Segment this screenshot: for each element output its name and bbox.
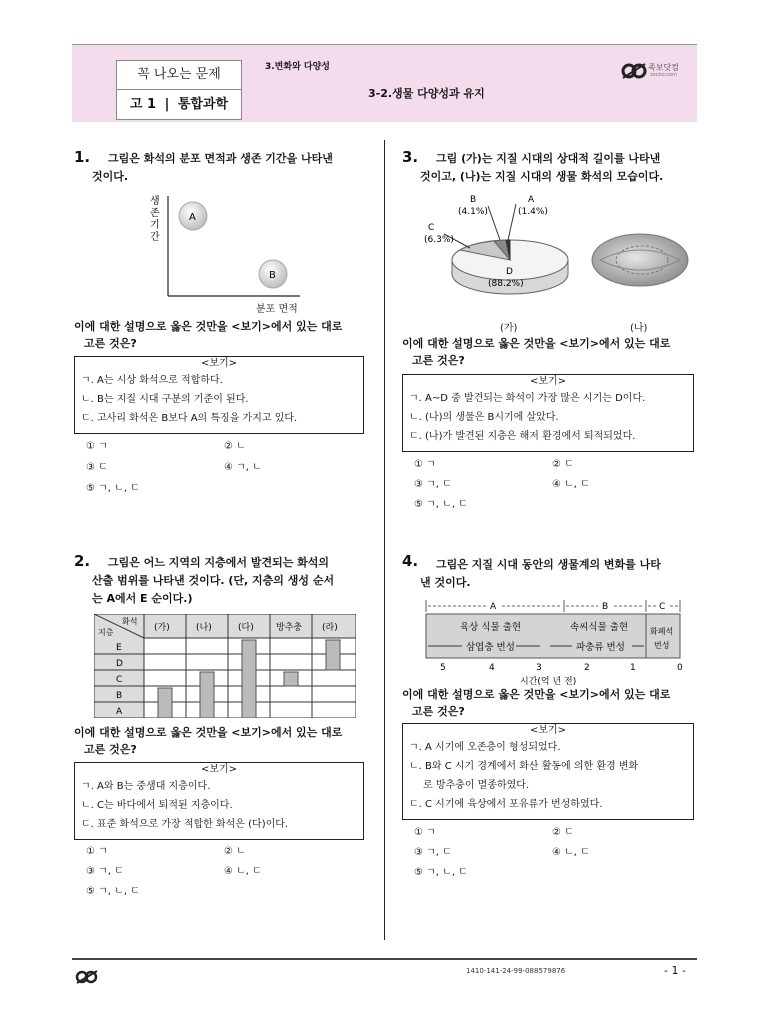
q3-option-2[interactable]: ② ㄷ: [552, 459, 574, 470]
q1-bogi-item-1: ㄱ. A는 시상 화석으로 적합하다.: [81, 375, 223, 386]
q2-text-line1: 그림은 어느 지역의 지층에서 발견되는 화석의: [108, 556, 330, 569]
q2-option-4[interactable]: ④ ㄴ, ㄷ: [224, 866, 262, 877]
q1-point-b-label: B: [269, 270, 276, 281]
q4-bogi-item-2-cont: 로 방추충이 멸종하였다.: [423, 780, 530, 791]
header-title: 꼭 나오는 문제: [117, 61, 241, 90]
q3-bogi-title: <보기>: [529, 376, 567, 387]
q4-event-reptile: 파충류 번성: [576, 642, 625, 653]
q1-text-line2: 것이다.: [92, 170, 129, 183]
q1-point-a-label: A: [189, 212, 196, 223]
q2-corner-bottom: 지층: [98, 628, 114, 637]
q3-label-b: B: [470, 195, 477, 205]
q1-lead-line1: 이에 대한 설명으로 옳은 것만을 <보기>에서 있는 대로: [74, 320, 343, 333]
q4-bogi-box: [402, 723, 694, 820]
header-title-box: [116, 60, 242, 120]
q4-bogi-title: <보기>: [529, 725, 567, 736]
q4-timeline: [420, 596, 696, 688]
q1-bogi-item-3: ㄷ. 고사리 화석은 B보다 A의 특징을 가지고 있다.: [81, 413, 298, 424]
q4-tick-4: 4: [489, 663, 495, 673]
q4-option-1[interactable]: ① ㄱ: [414, 827, 436, 838]
q2-option-1[interactable]: ① ㄱ: [86, 846, 108, 857]
q1-lead-line2: 고른 것은?: [84, 337, 137, 350]
q1-chart: [140, 190, 320, 315]
q2-col-ga: (가): [154, 623, 170, 633]
q3-lead-line1: 이에 대한 설명으로 옳은 것만을 <보기>에서 있는 대로: [402, 337, 671, 350]
header-rule: [72, 44, 697, 45]
q4-event-angiosperm: 속씨식물 출현: [570, 622, 629, 633]
q4-option-2[interactable]: ② ㄷ: [552, 827, 574, 838]
q4-option-4[interactable]: ④ ㄴ, ㄷ: [552, 847, 590, 858]
q2-corner-top: 화석: [122, 617, 138, 626]
q2-text-line2: 산출 범위를 나타낸 것이다. (단, 지층의 생성 순서: [92, 574, 335, 587]
q2-range-fusulina: [284, 672, 298, 686]
brand-name: 족보닷컴: [648, 63, 679, 72]
q2-col-da: (다): [238, 623, 254, 633]
header-subject: 통합과학: [177, 97, 229, 112]
q3-value-a: (1.4%): [518, 207, 548, 217]
q2-col-na: (나): [196, 623, 212, 633]
q1-option-5[interactable]: ⑤ ㄱ, ㄴ, ㄷ: [86, 483, 140, 494]
q3-bogi-item-2: ㄴ. (나)의 생물은 B시기에 살았다.: [409, 412, 559, 423]
q3-bogi-item-1: ㄱ. A~D 중 발견되는 화석이 가장 많은 시기는 D이다.: [409, 393, 646, 404]
q2-col-fusulina: 방추충: [276, 623, 303, 633]
q2-lead-line1: 이에 대한 설명으로 옳은 것만을 <보기>에서 있는 대로: [74, 726, 343, 739]
q3-value-b: (4.1%): [458, 207, 488, 217]
q2-option-5[interactable]: ⑤ ㄱ, ㄴ, ㄷ: [86, 886, 140, 897]
q3-text-line2: 것이고, (나)는 지질 시대의 생물 화석의 모습이다.: [420, 170, 664, 183]
q4-event-nummulite-2: 번성: [654, 641, 670, 650]
q3-option-4[interactable]: ④ ㄴ, ㄷ: [552, 479, 590, 490]
q3-bogi-box: [402, 374, 694, 452]
q1-bogi-item-2: ㄴ. B는 지질 시대 구분의 기준이 된다.: [81, 394, 249, 405]
header-unit: 3.변화와 다양성: [265, 62, 330, 72]
q1-option-1[interactable]: ① ㄱ: [86, 441, 108, 452]
q2-lead-line2: 고른 것은?: [84, 743, 137, 756]
q3-lead-line2: 고른 것은?: [412, 354, 465, 367]
q4-bogi-item-1: ㄱ. A 시기에 오존층이 형성되었다.: [409, 742, 561, 753]
q2-col-ra: (라): [322, 623, 338, 633]
q4-text-line2: 낸 것이다.: [420, 576, 471, 589]
q3-option-5[interactable]: ⑤ ㄱ, ㄴ, ㄷ: [414, 499, 468, 510]
q4-option-5[interactable]: ⑤ ㄱ, ㄴ, ㄷ: [414, 867, 468, 878]
q4-period-a: A: [490, 602, 497, 612]
q3-caption-na: (나): [630, 323, 648, 334]
q3-value-c: (6.3%): [424, 235, 454, 245]
q1-ylabel-4: 간: [150, 232, 160, 243]
q2-bogi-item-2: ㄴ. C는 바다에서 퇴적된 지층이다.: [81, 800, 233, 811]
q1-ylabel-3: 기: [150, 220, 160, 231]
page-number: - 1 -: [664, 964, 686, 977]
q4-tick-1: 1: [630, 663, 636, 673]
q4-lead-line1: 이에 대한 설명으로 옳은 것만을 <보기>에서 있는 대로: [402, 688, 671, 701]
q1-option-2[interactable]: ② ㄴ: [224, 441, 246, 452]
q2-range-da: [242, 640, 256, 718]
q2-number: 2.: [74, 552, 91, 570]
column-divider: [384, 140, 385, 940]
q1-bogi-title: <보기>: [200, 358, 238, 369]
q4-number: 4.: [402, 552, 419, 570]
q4-axis-label: 시간(억 년 전): [520, 677, 577, 687]
q2-range-ra: [326, 640, 340, 670]
q3-label-a: A: [528, 195, 535, 205]
q2-row-e: E: [116, 643, 122, 653]
q1-bogi-box: [74, 356, 364, 434]
q3-bogi-item-3: ㄷ. (나)가 발견된 지층은 해저 환경에서 퇴적되었다.: [409, 431, 636, 442]
q4-lead-line2: 고른 것은?: [412, 705, 465, 718]
footer-logo-icon: [74, 966, 100, 988]
q4-bogi-item-3: ㄷ. C 시기에 육상에서 포유류가 번성하였다.: [409, 799, 603, 810]
q2-range-na: [200, 672, 214, 718]
q4-event-nummulite-1: 화폐석: [650, 627, 674, 636]
header-separator: |: [164, 97, 170, 112]
q3-number: 3.: [402, 148, 419, 166]
q4-period-b: B: [602, 602, 609, 612]
q4-timeline-bar: [426, 614, 680, 658]
q2-text-line3: 는 A에서 E 순이다.): [92, 592, 193, 605]
q4-option-3[interactable]: ③ ㄱ, ㄷ: [414, 847, 452, 858]
q2-row-a: A: [116, 707, 123, 717]
q4-event-land-plant: 육상 식물 출현: [460, 622, 522, 633]
q3-text-line1: 그림 (가)는 지질 시대의 상대적 길이를 나타낸: [436, 152, 661, 165]
q3-label-d: D: [506, 267, 513, 277]
q1-text-line1: 그림은 화석의 분포 면적과 생존 기간을 나타낸: [108, 152, 333, 165]
q1-number: 1.: [74, 148, 91, 166]
q1-option-4[interactable]: ④ ㄱ, ㄴ: [224, 462, 262, 473]
q2-bogi-box: [74, 762, 364, 840]
q3-pie-chart: [422, 190, 582, 315]
q2-bogi-title: <보기>: [200, 764, 238, 775]
q3-caption-ga: (가): [500, 323, 518, 334]
q3-fossil-image: [590, 232, 690, 288]
q4-tick-2: 2: [584, 663, 590, 673]
q2-bogi-item-1: ㄱ. A와 B는 중생대 지층이다.: [81, 781, 211, 792]
header-grade-subject: [117, 90, 241, 120]
q1-option-3[interactable]: ③ ㄷ: [86, 462, 108, 473]
footer-code: 1410-141-24-99-088579876: [466, 967, 566, 975]
q3-value-d: (88.2%): [488, 279, 524, 289]
q4-period-c: C: [659, 602, 666, 612]
q2-fossil-table: [94, 614, 356, 718]
q1-ylabel-2: 존: [150, 208, 160, 219]
brand-logo-icon: [620, 58, 648, 84]
footer-rule: [72, 958, 697, 960]
brand-url: zocbo.com: [650, 72, 677, 78]
q2-row-b: B: [116, 691, 123, 701]
q2-option-2[interactable]: ② ㄴ: [224, 846, 246, 857]
q2-row-c: C: [116, 675, 123, 685]
q2-bogi-item-3: ㄷ. 표준 화석으로 가장 적합한 화석은 (다)이다.: [81, 819, 289, 830]
q2-option-3[interactable]: ③ ㄱ, ㄷ: [86, 866, 124, 877]
q4-tick-5: 5: [440, 663, 446, 673]
q1-ylabel-1: 생: [150, 196, 160, 207]
header-grade: 고 1: [129, 97, 157, 112]
q4-event-trilobite: 삼엽충 번성: [466, 642, 515, 653]
q3-label-c: C: [428, 223, 435, 233]
q4-text-line1: 그림은 지질 시대 동안의 생물계의 변화를 나타: [436, 558, 661, 571]
q2-row-d: D: [116, 659, 123, 669]
header-topic: 3-2.생물 다양성과 유지: [368, 87, 485, 100]
q3-option-1[interactable]: ① ㄱ: [414, 459, 436, 470]
q2-range-ga: [158, 688, 172, 718]
q3-option-3[interactable]: ③ ㄱ, ㄷ: [414, 479, 452, 490]
q1-xlabel: 분포 면적: [256, 304, 298, 315]
q4-tick-3: 3: [536, 663, 542, 673]
q4-bogi-item-2: ㄴ. B와 C 시기 경계에서 화산 활동에 의한 환경 변화: [409, 761, 639, 772]
q4-tick-0: 0: [677, 663, 683, 673]
